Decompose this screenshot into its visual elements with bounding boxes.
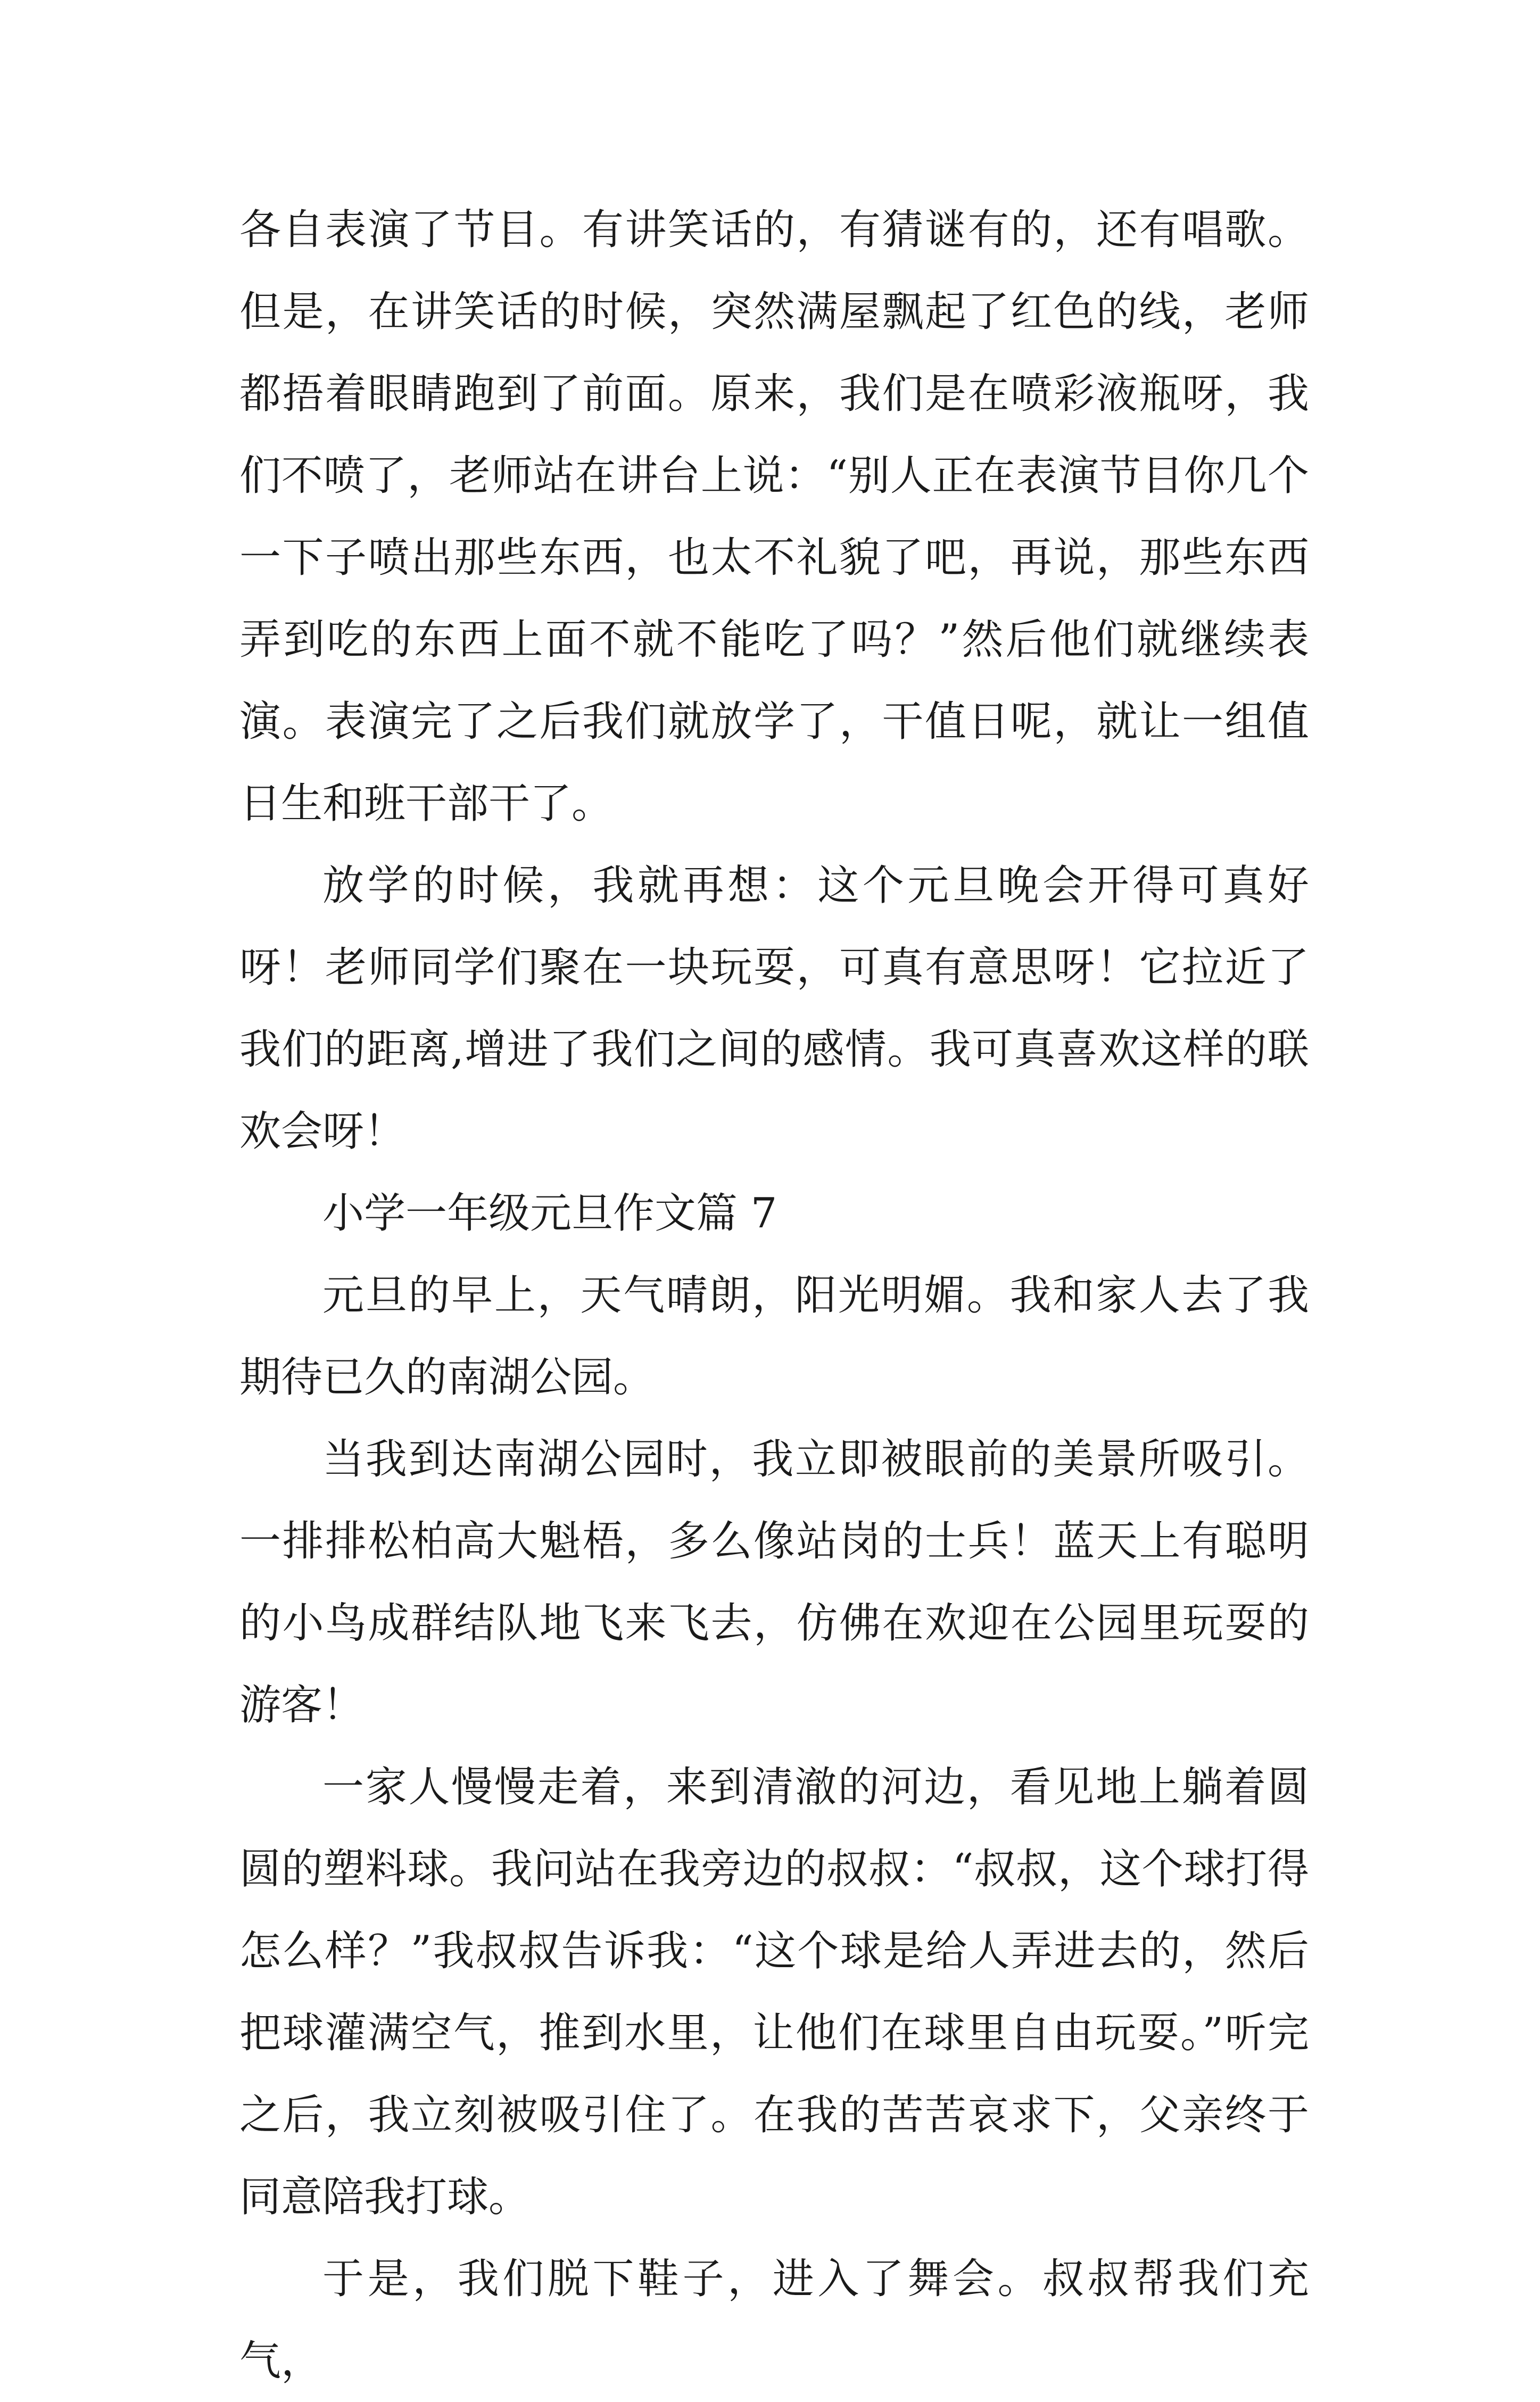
paragraph: 当我到达南湖公园时，我立即被眼前的美景所吸引。一排排松柏高大魁梧，多么像站岗的士兵！蓝天上有聪明的小鸟成群结队地飞来飞去，仿佛在欢迎在公园里玩耍的游客！ — [239, 1435, 1309, 1729]
paragraph: 放学的时候，我就再想：这个元旦晚会开得可真好呀！老师同学们聚在一块玩耍，可真有意思呀！它拉近了我们的距离,增进了我们之间的感情。我可真喜欢这样的联欢会呀！ — [239, 862, 1309, 1155]
paragraph: 于是，我们脱下鞋子，进入了舞会。叔叔帮我们充气， — [239, 2255, 1309, 2385]
document-body — [239, 189, 1309, 2402]
paragraph: 一家人慢慢走着，来到清澈的河边，看见地上躺着圆圆的塑料球。我问站在我旁边的叔叔：“叔叔，这个球打得怎么样？”我叔叔告诉我：“这个球是给人弄进去的，然后把球灌满空气，推到水里，让他们在球里自由玩耍。”听完之后，我立刻被吸引住了。在我的苦苦哀求下，父亲终于同意陪我打球。 — [239, 1763, 1309, 2221]
section-heading: 小学一年级元旦作文篇 7 — [322, 1190, 777, 1237]
paragraph: 各自表演了节目。有讲笑话的，有猜谜有的，还有唱歌。但是，在讲笑话的时候，突然满屋飘起了红色的线，老师都捂着眼睛跑到了前面。原来，我们是在喷彩液瓶呀，我们不喷了，老师站在讲台上说：“别人正在表演节目你几个一下子喷出那些东西，也太不礼貌了吧，再说，那些东西弄到吃的东西上面不就不能吃了吗？”然后他们就继续表演。表演完了之后我们就放学了，干值日呢，就让一组值日生和班干部干了。 — [239, 206, 1309, 828]
paragraph: 元旦的早上，天气晴朗，阳光明媚。我和家人去了我期待已久的南湖公园。 — [239, 1272, 1309, 1401]
